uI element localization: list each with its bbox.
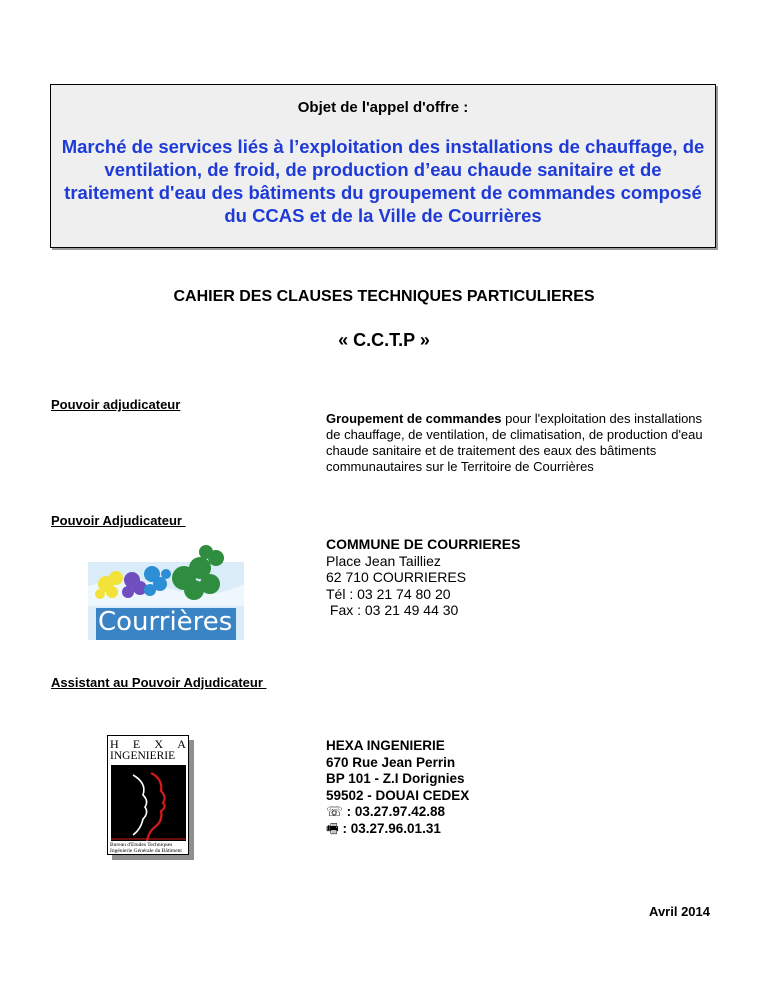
hexa-caption-line1: Bureau d'Etudes Techniques [110, 842, 173, 848]
hexa-address-line3: 59502 - DOUAI CEDEX [326, 787, 470, 803]
hexa-logo-name: INGENIERIE [110, 750, 176, 762]
commune-phone: Tél : 03 21 74 80 20 [326, 585, 451, 602]
hexa-logo [107, 735, 191, 857]
courrieres-logo-text: Courrières [98, 607, 233, 637]
subject-label: Objet de l'appel d'offre : [297, 99, 469, 116]
hexa-phone-line [326, 804, 586, 821]
hexa-letter: E [132, 737, 141, 751]
commune-address-line1: Place Jean Tailliez [326, 552, 441, 569]
commune-name: COMMUNE DE COURRIERES [326, 536, 521, 552]
hexa-address-block [326, 738, 586, 837]
telephone-icon: ☏ [326, 804, 343, 820]
commune-fax: Fax : 03 21 49 44 30 [326, 602, 459, 618]
hexa-name: HEXA INGENIERIE [326, 738, 445, 753]
document-title: CAHIER DES CLAUSES TECHNIQUES PARTICULIERES [173, 288, 595, 305]
commune-address-block [326, 536, 586, 619]
hexa-logo-caption [110, 842, 182, 854]
hexa-letter: H [110, 737, 119, 751]
hexa-fax: : 03.27.96.01.31 [338, 820, 441, 836]
hexa-logo-profile-image [111, 765, 186, 841]
subject-box [50, 84, 716, 248]
groupement-description [326, 411, 718, 475]
hexa-phone: : 03.27.97.42.88 [342, 804, 445, 819]
hexa-address-line1: 670 Rue Jean Perrin [326, 754, 456, 770]
groupement-bold-text: Groupement de commandes [326, 411, 502, 426]
section-label-assistant: Assistant au Pouvoir Adjudicateur [51, 675, 267, 690]
hexa-fax-line [326, 821, 586, 838]
courrieres-logo [88, 544, 244, 640]
section-label-pouvoir-adjudicateur: Pouvoir adjudicateur [51, 397, 181, 412]
subject-title: Marché de services liés à l’exploitation des installations de chauffage, de ventilation, de froid, de production d’eau chaude sanitaire et de traitement d'eau des bâtiments du groupement de commandes composé du CCAS et de la Ville de Courrières [61, 136, 705, 226]
commune-address-line2: 62 710 COURRIERES [326, 569, 467, 585]
document-abbreviation: « C.C.T.P » [338, 330, 430, 350]
hexa-letter: X [154, 737, 164, 751]
document-date: Avril 2014 [649, 904, 710, 919]
groupement-text: pour l'exploitation des installations de chauffage, de ventilation, de climatisation, de production d'eau chaude sanitaire et de traitement des eaux des bâtiments communautaires sur le Territoire de Courrières [326, 411, 703, 474]
hexa-caption-line2: Ingénierie Générale du Bâtiment [110, 848, 182, 854]
fax-icon: 🖷 [326, 820, 339, 837]
hexa-address-line2: BP 101 - Z.I Dorignies [326, 771, 465, 786]
section-label-pouvoir-adjudicateur-2: Pouvoir Adjudicateur [51, 513, 186, 528]
hexa-letter: A [177, 737, 186, 751]
hexa-logo-card [107, 735, 189, 855]
